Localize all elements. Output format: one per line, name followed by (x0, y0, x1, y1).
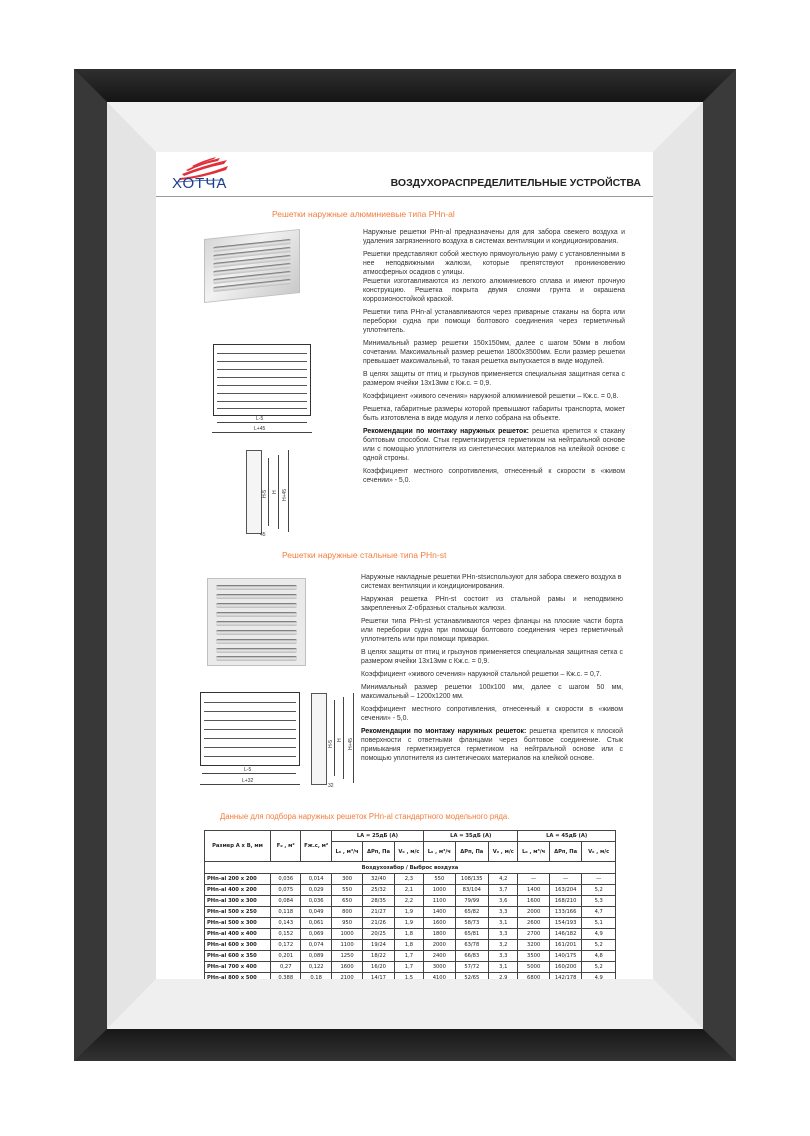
table-cell: 5000 (518, 962, 549, 973)
table-cell: 0,388 (271, 973, 301, 980)
table-cell: 57/72 (455, 962, 489, 973)
table-cell: 3200 (518, 940, 549, 951)
table-cell: 1,9 (394, 918, 423, 929)
col-header-vo: V₀ , м/с (582, 842, 616, 862)
table-cell: 800 (331, 907, 362, 918)
st-recommendation-text: решетка крепится к плоской поверхности с ответными фланцами через болтовое соединение. Стык примыкания герметизируется герметиком на нейтральной основе или с помощью уплотнителя из синтетических материалов на клейкой основе. (361, 728, 623, 762)
table-cell: 160/200 (549, 962, 582, 973)
table-cell: 163/204 (549, 885, 582, 896)
al-paragraph: Коэффициент «живого сечения» наружной алюминиевой решетки – Кж.с. = 0,8. (363, 393, 619, 400)
table-cell: 66/83 (455, 951, 489, 962)
table-cell: 5,2 (582, 962, 616, 973)
mat-right (653, 102, 703, 1029)
col-header-size: Размер А x В, мм (205, 831, 271, 862)
table-cell: 5,2 (582, 940, 616, 951)
table-cell: 2600 (518, 918, 549, 929)
table-row (205, 973, 616, 980)
table-cell: 1600 (424, 918, 455, 929)
table-cell: 146/182 (549, 929, 582, 940)
al-side-view-drawing (246, 450, 262, 534)
table-cell: 1800 (424, 929, 455, 940)
table-cell: 0,089 (301, 951, 331, 962)
table-cell: 16/20 (363, 962, 394, 973)
table-cell: 3,3 (489, 929, 518, 940)
row-model-name: PHn-al 600 x 300 (205, 940, 271, 951)
table-cell: 1,7 (394, 951, 423, 962)
table-cell: 0,074 (301, 940, 331, 951)
table-cell: 0,118 (271, 907, 301, 918)
table-cell: 140/175 (549, 951, 582, 962)
table-cell: 18/22 (363, 951, 394, 962)
st-recommendation-label: Рекомендации по монтажу наружных решеток: (361, 728, 527, 735)
al-paragraph: Минимальный размер решетки 150x150мм, далее с шагом 50мм в любом сочетании. Максимальный размер решетки 1800x3500мм. Если размер решетки превышает максимальный, то такая решетка выпускается в виде модулей. (363, 340, 625, 365)
frame-right-edge (703, 69, 736, 1061)
col-group-45db: LA = 45дБ (А) (518, 831, 616, 842)
st-dim-inner (202, 773, 296, 774)
al-dim-outer (212, 432, 312, 433)
table-cell: 133/166 (549, 907, 582, 918)
table-cell: 108/135 (455, 874, 489, 885)
table-cell: — (582, 874, 616, 885)
page-header (156, 152, 653, 197)
table-cell: 2,9 (489, 973, 518, 980)
col-header-lo: L₀ , м³/ч (424, 842, 455, 862)
col-header-vo: V₀ , м/с (394, 842, 423, 862)
table-cell: 950 (331, 918, 362, 929)
table-cell: 1400 (424, 907, 455, 918)
table-cell: 4,7 (582, 907, 616, 918)
table-cell: 2,1 (394, 885, 423, 896)
st-vdim-h-outer-label: H+45 (348, 737, 354, 750)
row-model-name: PHn-al 700 x 400 (205, 962, 271, 973)
al-resistance: Коэффициент местного сопротивления, отнесенный к скорости в «живом сечении» - 5,0. (363, 468, 625, 484)
table-cell: 3,3 (489, 951, 518, 962)
table-cell: 1,7 (394, 962, 423, 973)
section-title-al: Решетки наружные алюминиевые типа PHn-al (272, 209, 455, 219)
table-cell: 161/201 (549, 940, 582, 951)
al-recommendation (363, 427, 625, 463)
table-cell: 21/26 (363, 918, 394, 929)
col-header-lo: L₀ , м³/ч (331, 842, 362, 862)
frame-left-edge (74, 69, 107, 1061)
st-paragraph: В целях защиты от птиц и грызунов применяется специальная защитная сетка с размером ячейки 13x13мм с Кж.с. = 0,9. (361, 649, 623, 665)
st-paragraph: Коэффициент местного сопротивления, отнесенный к скорости в «живом сечении» - 5,0. (361, 706, 623, 722)
table-row (205, 896, 616, 907)
table-row (205, 885, 616, 896)
st-paragraph: Минимальный размер решетки 100x100 мм, далее с шагом 50 мм, максимальный – 1200x1200 мм. (361, 684, 623, 700)
table-cell: 5,1 (582, 918, 616, 929)
table-cell: 2,3 (394, 874, 423, 885)
st-front-drawing (200, 692, 300, 766)
table-cell: 21/27 (363, 907, 394, 918)
table-cell: 0,152 (271, 929, 301, 940)
row-model-name: PHn-al 600 x 350 (205, 951, 271, 962)
st-side-view-drawing (311, 693, 327, 785)
table-cell: 32/40 (363, 874, 394, 885)
mat-left (107, 102, 156, 1029)
table-cell: 1,8 (394, 929, 423, 940)
table-cell: 1000 (424, 885, 455, 896)
al-front-drawing (213, 344, 311, 416)
table-cell: 650 (331, 896, 362, 907)
table-cell: 550 (331, 885, 362, 896)
table-cell: 4,9 (582, 929, 616, 940)
table-row (205, 874, 616, 885)
table-cell: 65/82 (455, 907, 489, 918)
table-section-row: Воздухозабор / Выброс воздуха (205, 862, 616, 874)
table-cell: 63/78 (455, 940, 489, 951)
st-grille-photo (207, 578, 306, 666)
table-row (205, 962, 616, 973)
mat-bottom (107, 979, 703, 1029)
al-paragraph: Решетки изготавливаются из легкого алюминиевого сплава и имеют прочную конструкцию. Решетка покрыта двумя слоями грунта и окрашена коррозионостойкой краской. (363, 278, 625, 303)
row-model-name: PHn-al 800 x 500 (205, 973, 271, 980)
table-cell: 4,9 (582, 973, 616, 980)
logo-text: ХОТЧА (172, 175, 228, 192)
table-cell: 142/178 (549, 973, 582, 980)
row-model-name: PHn-al 400 x 400 (205, 929, 271, 940)
col-group-25db: LA = 25дБ (А) (331, 831, 423, 842)
st-dim-outer (200, 784, 300, 785)
table-cell: 1600 (518, 896, 549, 907)
table-cell: 20/25 (363, 929, 394, 940)
table-cell: — (518, 874, 549, 885)
table-cell: 14/17 (363, 973, 394, 980)
table-cell: 550 (424, 874, 455, 885)
col-header-lo: L₀ , м³/ч (518, 842, 549, 862)
st-paragraph: Коэффициент «живого сечения» наружной стальной решетки – Кж.с. = 0,7. (361, 671, 602, 678)
table-cell: 3,3 (489, 907, 518, 918)
document-page (156, 152, 653, 979)
page-title: ВОЗДУХОРАСПРЕДЕЛИТЕЛЬНЫЕ УСТРОЙСТВА (390, 177, 641, 189)
table-row (205, 940, 616, 951)
row-model-name: PHn-al 500 x 300 (205, 918, 271, 929)
table-cell: — (549, 874, 582, 885)
table-cell: 0,172 (271, 940, 301, 951)
table-cell: 3,1 (489, 962, 518, 973)
table-cell: 19/24 (363, 940, 394, 951)
table-row (205, 929, 616, 940)
st-dim-inner-label: L-5 (244, 767, 252, 773)
st-depth-label: 32 (328, 783, 334, 789)
table-cell: 2,2 (394, 896, 423, 907)
st-dim-outer-label: L+32 (242, 778, 254, 784)
al-paragraph: В целях защиты от птиц и грызунов применяется специальная защитная сетка с размером ячейки 13x13мм с Кж.с. = 0,9. (363, 371, 625, 387)
al-paragraph: Решетки представляют собой жесткую прямоугольную раму с установленными в нее неподвижными жалюзи, которые препятствуют проникновению атмосферных осадков с улицы. (363, 251, 625, 276)
table-cell: 0,27 (271, 962, 301, 973)
table-cell: 1,9 (394, 907, 423, 918)
col-header-vo: V₀ , м/с (489, 842, 518, 862)
table-cell: 3000 (424, 962, 455, 973)
table-cell: 0,014 (301, 874, 331, 885)
spec-table-wrapper (204, 830, 616, 979)
st-paragraph: Наружные накладные решетки PHn-stsиспользуют для забора свежего воздуха в системах вентиляции и кондиционирования. (361, 574, 622, 590)
table-cell: 6800 (518, 973, 549, 980)
table-row (205, 918, 616, 929)
table-cell: 3,1 (489, 918, 518, 929)
al-description (363, 228, 625, 489)
table-row (205, 907, 616, 918)
al-vdim-h-inner (268, 458, 269, 526)
col-header-dp: ΔPп, Па (455, 842, 489, 862)
al-paragraph: Решетка, габаритные размеры которой превышают габариты транспорта, может быть изготовлена в виде модуля и легко собрана на объекте. (363, 406, 625, 422)
table-cell: 2000 (424, 940, 455, 951)
table-cell: 0,18 (301, 973, 331, 980)
table-cell: 4,8 (582, 951, 616, 962)
row-model-name: PHn-al 200 x 200 (205, 874, 271, 885)
table-cell: 79/99 (455, 896, 489, 907)
table-cell: 65/81 (455, 929, 489, 940)
al-vdim-h-label: H (272, 490, 278, 494)
table-cell: 0,036 (271, 874, 301, 885)
al-vdim-h-outer-label: H+45 (282, 488, 288, 501)
col-header-dp: ΔPп, Па (363, 842, 394, 862)
st-paragraph: Решетки типа PHn-st устанавливаются через фланцы на плоские части борта или переборки судна при помощи болтового соединения через герметичный уплотнитель или при помощи приварки. (361, 618, 623, 643)
al-dim-inner-label: L-5 (256, 416, 264, 422)
table-cell: 28/35 (363, 896, 394, 907)
table-cell: 0,075 (271, 885, 301, 896)
row-model-name: PHn-al 500 x 250 (205, 907, 271, 918)
al-vdim-h-outer (288, 450, 289, 532)
row-model-name: PHn-al 300 x 300 (205, 896, 271, 907)
table-cell: 0,143 (271, 918, 301, 929)
table-cell: 168/210 (549, 896, 582, 907)
st-vdim-h-label: H (337, 738, 343, 742)
table-cell: 2100 (331, 973, 362, 980)
col-group-35db: LA = 35дБ (А) (424, 831, 518, 842)
table-cell: 1,5 (394, 973, 423, 980)
al-dim-outer-label: L+45 (254, 426, 266, 432)
table-cell: 1100 (331, 940, 362, 951)
table-cell: 1400 (518, 885, 549, 896)
table-cell: 2400 (424, 951, 455, 962)
table-cell: 2700 (518, 929, 549, 940)
table-cell: 4,2 (489, 874, 518, 885)
table-cell: 154/193 (549, 918, 582, 929)
st-paragraph: Наружная решетка PHn-st состоит из стальной рамы и неподвижно закрепленных Z-образных стальных жалюзи. (361, 596, 623, 612)
table-cell: 3,2 (489, 940, 518, 951)
frame-top-edge (74, 69, 736, 102)
spec-table (204, 830, 616, 979)
section-title-st: Решетки наружные стальные типа PHn-st (282, 550, 447, 560)
table-cell: 0,122 (301, 962, 331, 973)
table-cell: 25/32 (363, 885, 394, 896)
table-cell: 0,084 (271, 896, 301, 907)
col-header-dp: ΔPп, Па (549, 842, 582, 862)
row-model-name: PHn-al 400 x 200 (205, 885, 271, 896)
table-cell: 0,201 (271, 951, 301, 962)
al-vdim-h (278, 455, 279, 529)
al-paragraph: Наружные решетки PHn-al предназначены для для забора свежего воздуха и удаления загрязненного воздуха в системах вентиляции и кондиционирования. (363, 229, 625, 245)
table-cell: 5,2 (582, 885, 616, 896)
table-cell: 0,049 (301, 907, 331, 918)
st-vdim-h (343, 697, 344, 779)
table-cell: 1100 (424, 896, 455, 907)
table-cell: 1,8 (394, 940, 423, 951)
table-cell: 3500 (518, 951, 549, 962)
st-recommendation (361, 727, 623, 763)
al-paragraph: Решетки типа PHn-al устанавливаются через приварные стаканы на борта или переборки судна при помощи болтового соединения через герметичный уплотнитель. (363, 309, 625, 334)
frame-bottom-edge (74, 1029, 736, 1061)
table-cell: 3,7 (489, 885, 518, 896)
table-cell: 0,036 (301, 896, 331, 907)
table-cell: 3,6 (489, 896, 518, 907)
table-cell: 0,069 (301, 929, 331, 940)
st-vdim-h-inner (334, 700, 335, 776)
st-vdim-h-inner-label: H-5 (328, 739, 334, 748)
st-description (361, 573, 623, 767)
col-header-fjs: Fж.с, м² (301, 831, 331, 862)
al-grille-photo (204, 229, 300, 303)
table-cell: 2000 (518, 907, 549, 918)
col-header-fo: F₀ , м² (271, 831, 301, 862)
table-cell: 83/104 (455, 885, 489, 896)
table-cell: 58/73 (455, 918, 489, 929)
al-depth-label: 45 (260, 532, 266, 538)
table-row (205, 951, 616, 962)
mat-top (107, 102, 703, 152)
table-cell: 1000 (331, 929, 362, 940)
al-recommendation-text: решетка крепится к стакану болтовым способом. Стык герметизируется герметиком на нейтральной основе или с помощью уплотнителя из синтетических материалов на клейкой основе с одной строны. (363, 428, 625, 462)
table-body (205, 874, 616, 980)
table-cell: 300 (331, 874, 362, 885)
al-dim-inner (217, 422, 307, 423)
table-cell: 4100 (424, 973, 455, 980)
table-cell: 5,3 (582, 896, 616, 907)
table-cell: 0,061 (301, 918, 331, 929)
al-recommendation-label: Рекомендации по монтажу наружных решеток: (363, 428, 529, 435)
table-cell: 52/65 (455, 973, 489, 980)
al-vdim-h-inner-label: H-5 (262, 489, 268, 498)
table-title: Данные для подбора наружных решеток PHn-al стандартного модельного ряда. (220, 812, 510, 821)
table-cell: 1600 (331, 962, 362, 973)
table-cell: 1250 (331, 951, 362, 962)
table-cell: 0,029 (301, 885, 331, 896)
